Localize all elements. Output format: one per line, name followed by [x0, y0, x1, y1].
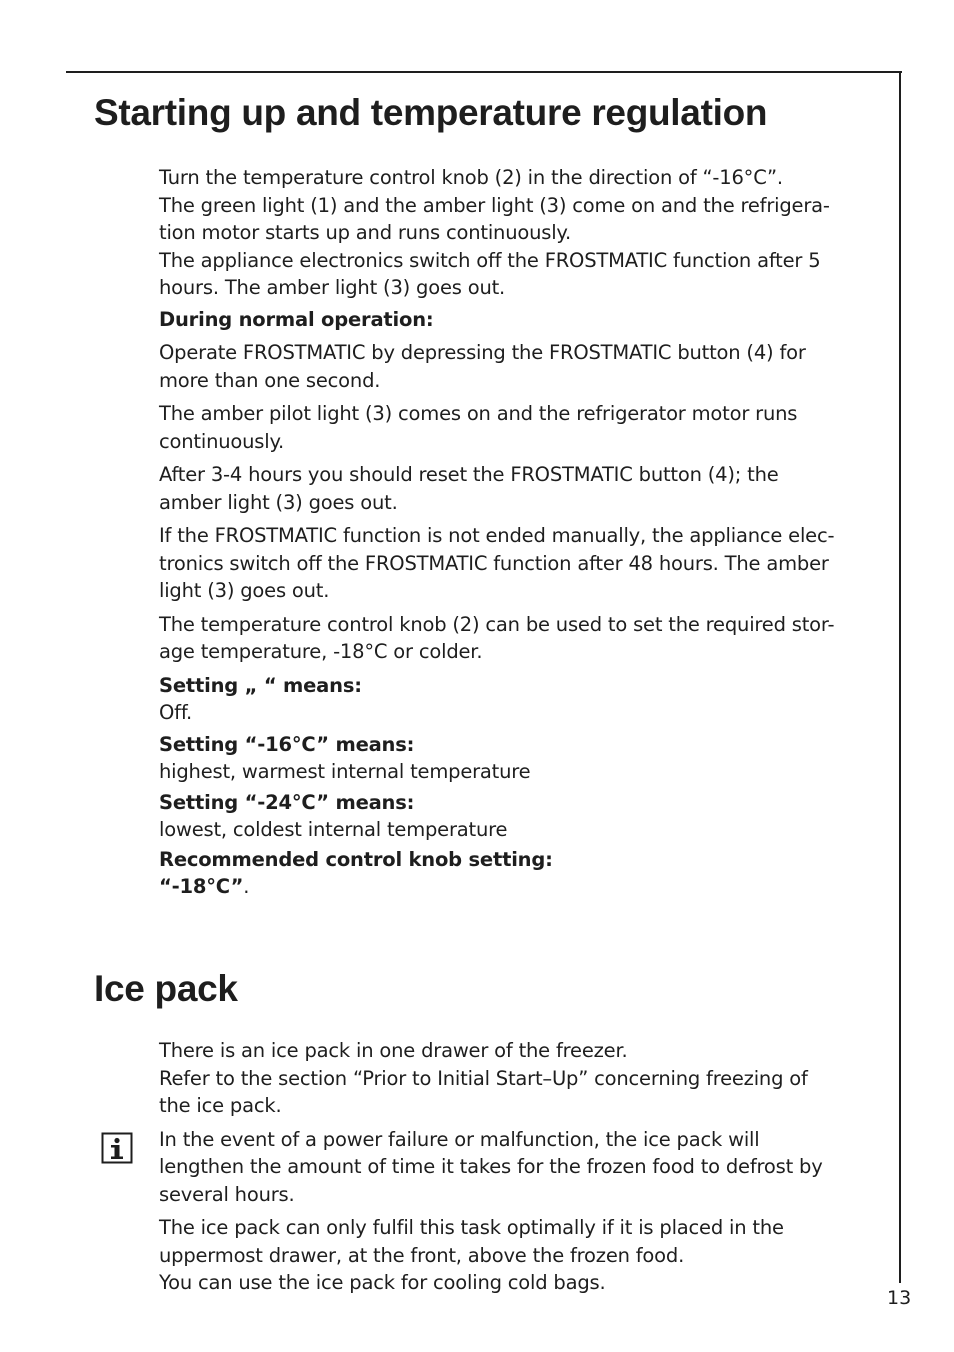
setting-label: Setting „ “ means:: [159, 673, 362, 697]
text-line: Operate FROSTMATIC by depressing the FROSTMATIC button (4) for: [159, 341, 806, 364]
text-line: tion motor starts up and runs continuously.: [159, 221, 571, 244]
setting-value: lowest, coldest internal temperature: [159, 818, 508, 841]
setting-item: [159, 672, 879, 727]
text-line: After 3-4 hours you should reset the FROSTMATIC button (4); the: [159, 463, 779, 486]
text-line: The amber pilot light (3) comes on and the refrigerator motor runs: [159, 402, 798, 425]
text-line: amber light (3) goes out.: [159, 490, 398, 514]
setting-label: Setting “-24°C” means:: [159, 790, 415, 814]
text-line: The ice pack can only fulfil this task optimally if it is placed in the: [159, 1216, 784, 1239]
text-line: The green light (1) and the amber light (3) come on and the refrigera-: [159, 193, 830, 217]
text-line: several hours.: [159, 1182, 295, 1206]
normal-operation-heading-wrap: [159, 306, 879, 334]
text-line: age temperature, -18°C or colder.: [159, 640, 483, 663]
text-line: light (3) goes out.: [159, 579, 330, 602]
info-icon: [101, 1132, 133, 1164]
recommended-label: Recommended control knob setting:: [159, 847, 553, 871]
section-title-starting-up: Starting up and temperature regulation: [94, 92, 768, 133]
top-rule: [66, 71, 902, 73]
text-line: hours. The amber light (3) goes out.: [159, 276, 506, 299]
text-line: The temperature control knob (2) can be used to set the required stor-: [159, 612, 835, 636]
paragraph: [159, 461, 879, 516]
setting-label: Setting “-16°C” means:: [159, 732, 415, 756]
setting-item: [159, 731, 879, 786]
text-line: There is an ice pack in one drawer of the freezer.: [159, 1039, 628, 1062]
text-line: If the FROSTMATIC function is not ended manually, the appliance elec-: [159, 524, 835, 547]
intro-paragraph: [159, 164, 879, 302]
text-line: lengthen the amount of time it takes for the frozen food to defrost by: [159, 1155, 823, 1178]
text-line: The appliance electronics switch off the FROSTMATIC function after 5: [159, 248, 821, 272]
text-line: tronics switch off the FROSTMATIC function after 48 hours. The amber: [159, 551, 829, 575]
section-starting-up-body: [159, 164, 879, 901]
recommended-value: “-18°C”: [159, 875, 244, 898]
text-line: In the event of a power failure or malfunction, the ice pack will: [159, 1127, 760, 1151]
paragraph: [159, 611, 879, 666]
paragraph: [159, 339, 879, 394]
recommended-value-line: [159, 873, 879, 901]
recommended-suffix: .: [243, 875, 250, 898]
text-line: You can use the ice pack for cooling cold bags.: [159, 1271, 606, 1294]
paragraph: [159, 522, 879, 605]
right-rule: [899, 71, 901, 1283]
section-title-ice-pack: Ice pack: [94, 968, 238, 1009]
section-ice-pack-body: [159, 1037, 879, 1303]
text-line: Refer to the section “Prior to Initial Start–Up” concerning freezing of: [159, 1066, 808, 1090]
setting-item: [159, 789, 879, 844]
paragraph: [159, 400, 879, 455]
text-line: Turn the temperature control knob (2) in the direction of “-16°C”.: [159, 166, 783, 189]
paragraph: [159, 1037, 879, 1120]
text-line: more than one second.: [159, 368, 381, 392]
text-line: the ice pack.: [159, 1094, 282, 1117]
text-line: uppermost drawer, at the front, above the frozen food.: [159, 1243, 685, 1267]
page-number: 13: [887, 1287, 912, 1309]
normal-operation-heading: During normal operation:: [159, 307, 434, 331]
text-line: continuously.: [159, 429, 285, 453]
setting-value: Off.: [159, 701, 193, 724]
paragraph: [159, 1214, 879, 1297]
setting-value: highest, warmest internal temperature: [159, 760, 531, 783]
paragraph: [159, 1126, 879, 1209]
recommended-setting: [159, 846, 879, 901]
